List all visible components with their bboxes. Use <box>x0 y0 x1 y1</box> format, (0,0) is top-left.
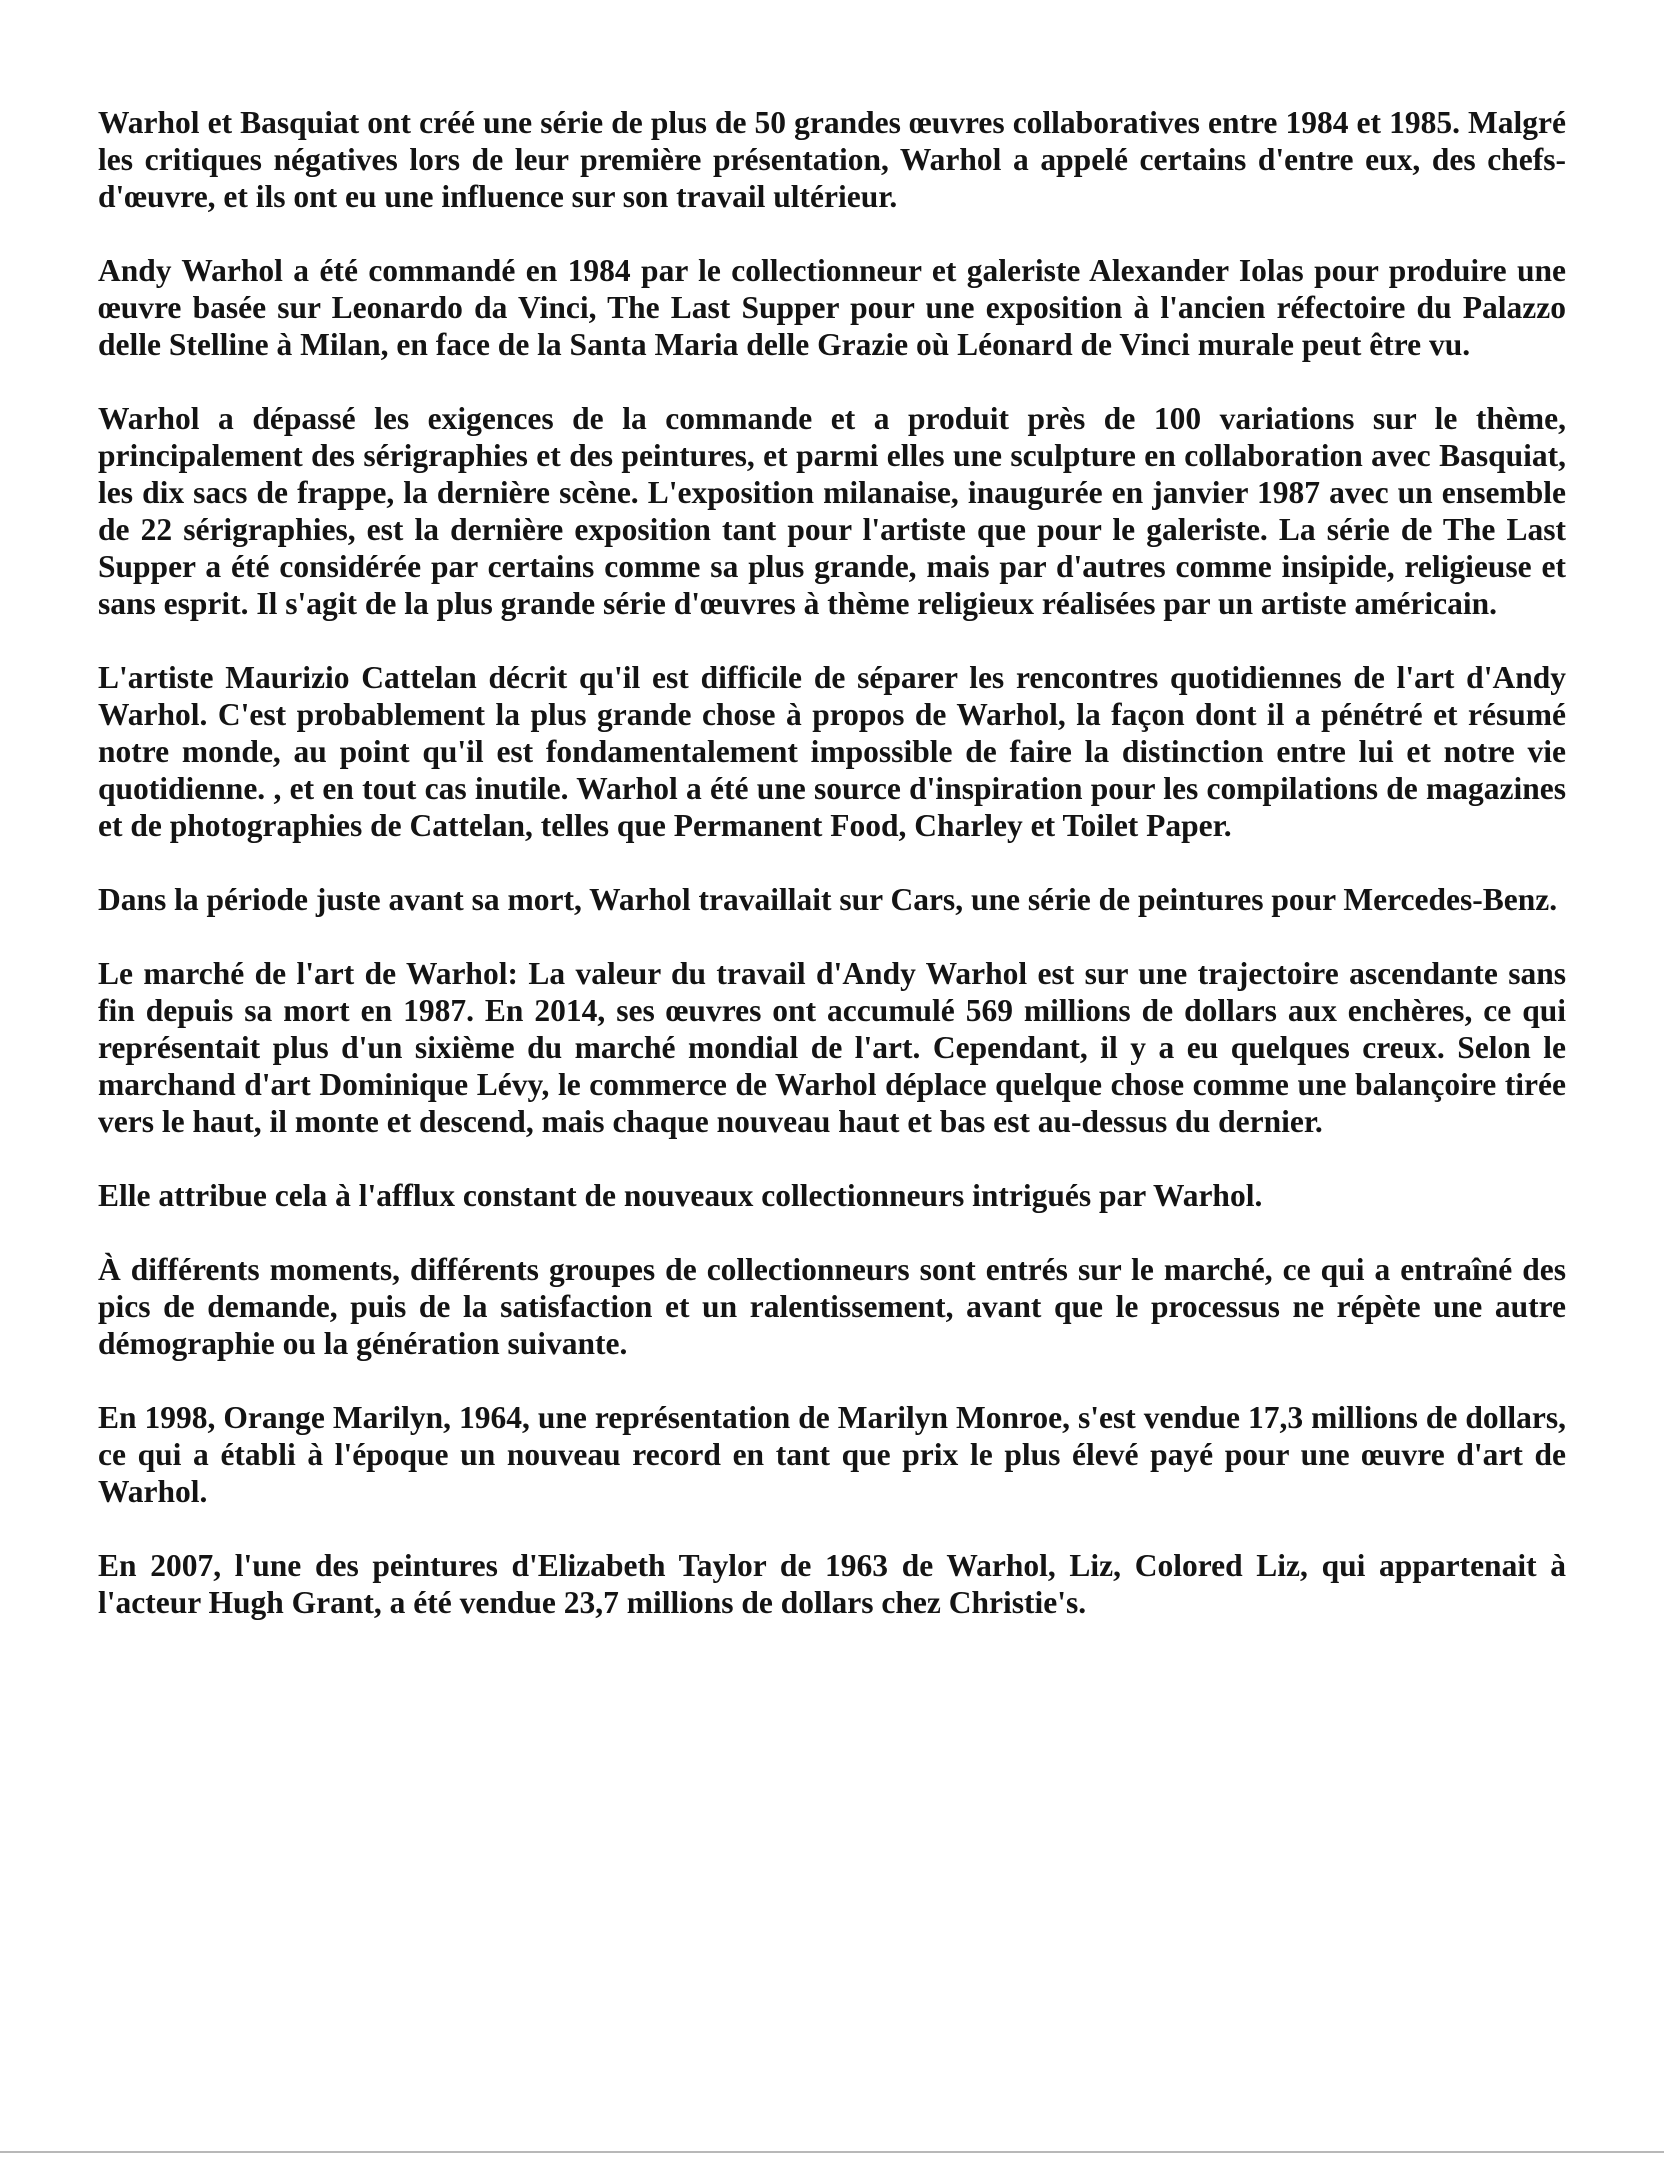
paragraph-art-market: Le marché de l'art de Warhol: La valeur du travail d'Andy Warhol est sur une trajectoire ascendante sans fin depuis sa mort en 1987. En 2014, ses œuvres ont accumulé 569 millions de dollars aux enchères, ce qui représentait plus d'un sixième du marché mondial de l'art. Cependant, il y a eu quelques creux. Selon le marchand d'art Dominique Lévy, le commerce de Warhol déplace quelque chose comme une balançoire tirée vers le haut, il monte et descend, mais chaque nouveau haut et bas est au-dessus du dernier. <box>98 956 1566 1139</box>
bottom-edge-rule <box>0 2151 1664 2153</box>
paragraph-cattelan-quote: L'artiste Maurizio Cattelan décrit qu'il est difficile de séparer les rencontres quotidiennes de l'art d'Andy Warhol. C'est probablement la plus grande chose à propos de Warhol, la façon dont il a pénétré et résumé notre monde, au point qu'il est fondamentalement impossible de faire la distinction entre lui et notre vie quotidienne. , et en tout cas inutile. Warhol a été une source d'inspiration pour les compilations de magazines et de photographies de Cattelan, telles que Permanent Food, Charley et Toilet Paper. <box>98 660 1566 843</box>
paragraph-last-supper-commission: Andy Warhol a été commandé en 1984 par le collectionneur et galeriste Alexander Iolas pour produire une œuvre basée sur Leonardo da Vinci, The Last Supper pour une exposition à l'ancien réfectoire du Palazzo delle Stelline à Milan, en face de la Santa Maria delle Grazie où Léonard de Vinci murale peut être vu. <box>98 253 1566 362</box>
paragraph-collector-groups: À différents moments, différents groupes de collectionneurs sont entrés sur le marché, ce qui a entraîné des pics de demande, puis de la satisfaction et un ralentissement, avant que le processus ne répète une autre démographie ou la génération suivante. <box>98 1252 1566 1361</box>
paragraph-orange-marilyn-sale: En 1998, Orange Marilyn, 1964, une représentation de Marilyn Monroe, s'est vendue 17,3 millions de dollars, ce qui a établi à l'époque un nouveau record en tant que prix le plus élevé payé pour une œuvre d'art de Warhol. <box>98 1400 1566 1509</box>
document-page <box>98 104 1566 1621</box>
paragraph-warhol-basquiat-collaboration: Warhol et Basquiat ont créé une série de plus de 50 grandes œuvres collaboratives entre 1984 et 1985. Malgré les critiques négatives lors de leur première présentation, Warhol a appelé certains d'entre eux, des chefs-d'œuvre, et ils ont eu une influence sur son travail ultérieur. <box>98 105 1566 214</box>
paragraph-colored-liz-sale: En 2007, l'une des peintures d'Elizabeth Taylor de 1963 de Warhol, Liz, Colored Liz, qui appartenait à l'acteur Hugh Grant, a été vendue 23,7 millions de dollars chez Christie's. <box>98 1548 1566 1620</box>
paragraph-new-collectors: Elle attribue cela à l'afflux constant de nouveaux collectionneurs intrigués par Warhol. <box>98 1178 1263 1213</box>
paragraph-last-supper-variations: Warhol a dépassé les exigences de la commande et a produit près de 100 variations sur le thème, principalement des sérigraphies et des peintures, et parmi elles une sculpture en collaboration avec Basquiat, les dix sacs de frappe, la dernière scène. L'exposition milanaise, inaugurée en janvier 1987 avec un ensemble de 22 sérigraphies, est la dernière exposition tant pour l'artiste que pour le galeriste. La série de The Last Supper a été considérée par certains comme sa plus grande, mais par d'autres comme insipide, religieuse et sans esprit. Il s'agit de la plus grande série d'œuvres à thème religieux réalisées par un artiste américain. <box>98 401 1566 621</box>
paragraph-cars-series: Dans la période juste avant sa mort, Warhol travaillait sur Cars, une série de peintures pour Mercedes-Benz. <box>98 882 1558 917</box>
